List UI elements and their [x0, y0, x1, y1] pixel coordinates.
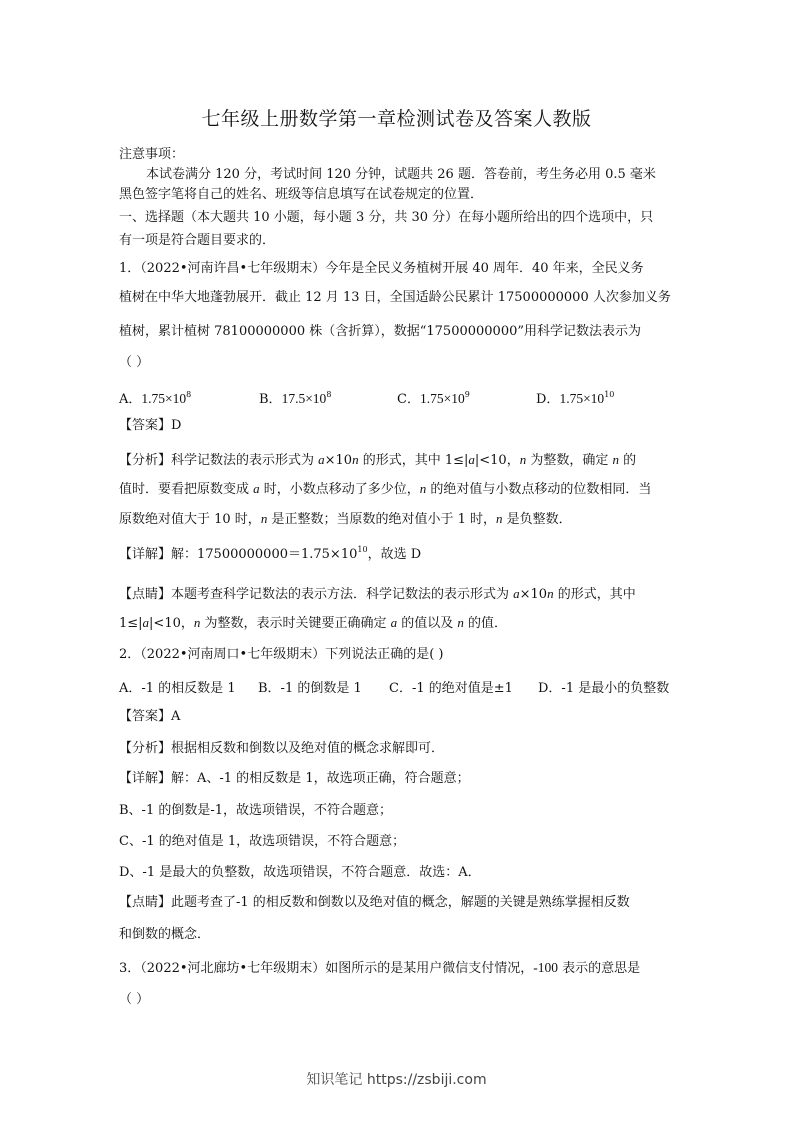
notice-line-2: 黑色签字笔将自己的姓名、班级等信息填写在试卷规定的位置．: [119, 187, 484, 202]
q1-comment-line-1: 【点睛】本题考查科学记数法的表示方法．科学记数法的表示形式为 a×10n 的形式，其中: [119, 586, 636, 602]
document-title: 七年级上册数学第一章检测试卷及答案人教版: [201, 108, 592, 130]
q1-option-c: C．$1.75\times 10^9$: [397, 390, 470, 407]
q3-line-1: 3．（2022•河北廊坊•七年级期末）如图所示的是某用户微信支付情况，-100 表示的意思是: [119, 960, 641, 976]
q2-line-1: 2．（2022•河南周口•七年级期末）下列说法正确的是( ): [119, 647, 444, 662]
q2-option-c: C．-1 的绝对值是±1: [389, 681, 513, 696]
q1-answer: 【答案】D: [119, 418, 182, 433]
q2-answer: 【答案】A: [119, 709, 181, 724]
q1-line-3: 植树，累计植树 78100000000 株（含折算），数据“17500000000”用科学记数法表示为: [119, 324, 642, 339]
q1-line-2: 植树在中华大地蓬勃展开．截止 12 月 13 日，全国适龄公民累计 17500000000 人次参加义务: [119, 290, 671, 305]
q1-option-d: D．$1.75\times 10^{10}$: [536, 390, 615, 407]
q1-line-1: 1．（2022•河南许昌•七年级期末）今年是全民义务植树开展 40 周年．40 年来，全民义务: [119, 261, 644, 276]
q1-comment-line-2: 1≤|a|<10，n 为整数，表示时关键要正确确定 a 的值以及 n 的值．: [119, 615, 508, 631]
q2-analysis: 【分析】根据相反数和倒数以及绝对值的概念求解即可．: [119, 741, 445, 756]
q2-option-a: A．-1 的相反数是 1: [119, 681, 236, 696]
q1-answer-paren: （ ）: [119, 355, 150, 370]
q2-detail-1: 【详解】解：A、-1 的相反数是 1，故选项正确，符合题意；: [119, 771, 470, 786]
q2-detail-2: B、-1 的倒数是-1，故选项错误，不符合题意；: [119, 803, 393, 818]
q1-detail: 【详解】解：$17500000000=1.75\times 10^{10}$，故选 D: [119, 545, 422, 562]
q2-detail-3: C、-1 的绝对值是 1，故选项错误，不符合题意；: [119, 834, 406, 849]
q1-analysis-line-2: 值时．要看把原数变成 a 时，小数点移动了多少位，n 的绝对值与小数点移动的位数相同．当: [119, 481, 652, 497]
notice-line-1: 本试卷满分 120 分，考试时间 120 分钟，试题共 26 题．答卷前，考生务必用 0.5 毫米: [146, 167, 656, 182]
q1-analysis-line-1: 【分析】科学记数法的表示形式为 a×10n 的形式，其中 1≤|a|<10，n 为整数，确定 n 的: [119, 452, 637, 468]
q2-comment-2: 和倒数的概念．: [119, 927, 211, 942]
q2-comment-1: 【点睛】此题考查了-1 的相反数和倒数以及绝对值的概念，解题的关键是熟练掌握相反数: [119, 895, 630, 910]
q2-option-d: D．-1 是最小的负整数: [538, 681, 670, 696]
section1-line-2: 有一项是符合题目要求的．: [119, 233, 276, 248]
q2-detail-4: D、-1 是最大的负整数，故选项错误，不符合题意．故选：A．: [119, 865, 481, 880]
q2-option-b: B．-1 的倒数是 1: [258, 681, 362, 696]
footer-watermark: 知识笔记 https://zsbiji.com: [306, 1072, 487, 1088]
notice-heading: 注意事项：: [119, 147, 185, 162]
q1-analysis-line-3: 原数绝对值大于 10 时，n 是正整数；当原数的绝对值小于 1 时，n 是负整数．: [119, 511, 572, 527]
section1-line-1: 一、选择题（本大题共 10 小题，每小题 3 分，共 30 分）在每小题所给出的四个选项中，只: [119, 210, 654, 225]
q3-answer-paren: （ ）: [119, 992, 150, 1007]
q1-option-a: A．$1.75\times 10^8$: [119, 390, 192, 407]
q1-option-b: B．$17.5\times 10^8$: [259, 390, 332, 407]
